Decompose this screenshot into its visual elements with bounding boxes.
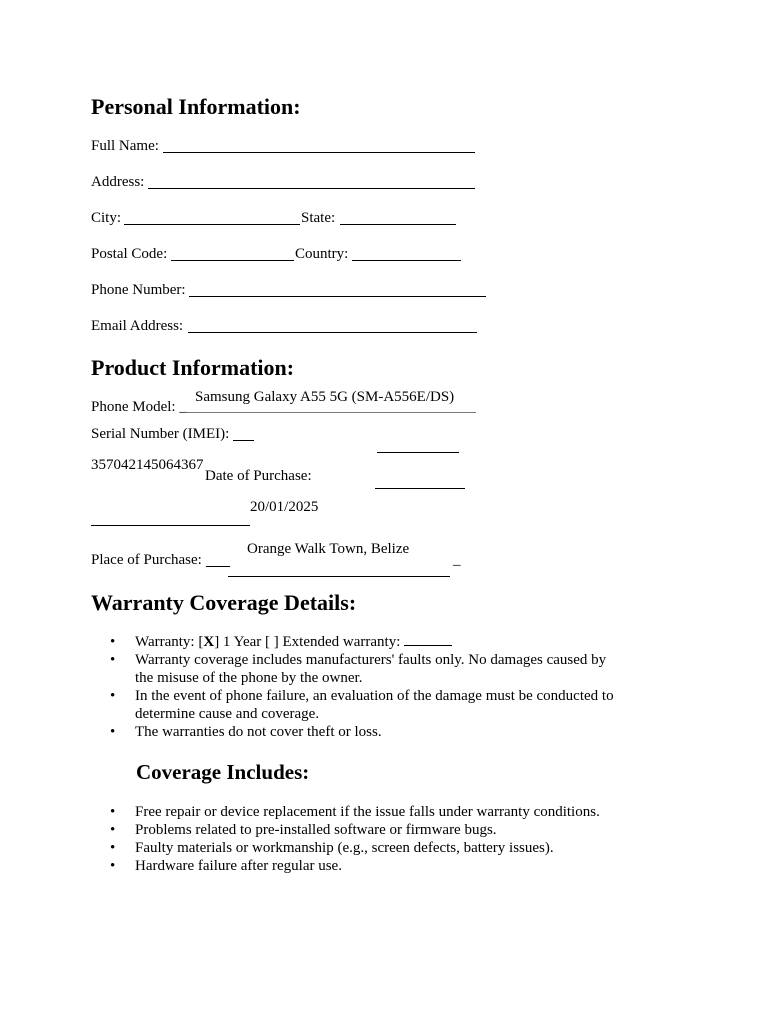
warranty-details-list <box>110 633 615 741</box>
country-field[interactable] <box>352 260 461 261</box>
warranty-faults-item: • Warranty coverage includes manufacturers' faults only. No damages caused by the misuse of the phone by the owner. <box>110 651 615 687</box>
phone-number-field[interactable] <box>189 296 486 297</box>
city-label: City: <box>91 210 122 226</box>
coverage-includes-list <box>110 803 615 875</box>
coverage-item: • Problems related to pre-installed software or firmware bugs. <box>110 821 615 839</box>
state-label: State: <box>301 210 336 226</box>
place-of-purchase-underline-short <box>206 566 230 567</box>
personal-information-heading: Personal Information: <box>91 94 301 119</box>
email-address-label: Email Address: <box>91 318 184 334</box>
serial-number-label: Serial Number (IMEI): <box>91 426 230 442</box>
address-field[interactable] <box>148 188 475 189</box>
extended-warranty-field[interactable] <box>404 645 452 646</box>
warranty-coverage-heading: Warranty Coverage Details: <box>91 590 357 615</box>
place-of-purchase-trailing: _ <box>453 552 461 568</box>
date-of-purchase-label: Date of Purchase: <box>205 468 312 484</box>
warranty-term-prefix: Warranty: [ <box>135 634 204 650</box>
date-of-purchase-field-line <box>91 525 250 526</box>
phone-number-label: Phone Number: <box>91 282 186 298</box>
city-field[interactable] <box>124 224 300 225</box>
serial-number-field-line <box>377 452 459 453</box>
date-of-purchase-value[interactable]: 20/01/2025 <box>250 499 319 515</box>
coverage-item: • Free repair or device replacement if the issue falls under warranty conditions. <box>110 803 615 821</box>
phone-model-underline <box>186 412 476 413</box>
postal-code-label: Postal Code: <box>91 246 168 262</box>
date-of-purchase-underline <box>375 488 465 489</box>
warranty-term-middle: ] 1 Year [ ] Extended warranty: <box>214 634 401 650</box>
serial-number-underline <box>233 440 254 441</box>
address-label: Address: <box>91 174 145 190</box>
warranty-term-item <box>110 633 615 651</box>
warranty-1-year-checkbox[interactable]: X <box>203 634 215 650</box>
coverage-item: • Hardware failure after regular use. <box>110 857 615 875</box>
place-of-purchase-label: Place of Purchase: <box>91 552 202 568</box>
phone-model-label: Phone Model: _ <box>91 399 187 415</box>
postal-code-field[interactable] <box>171 260 294 261</box>
full-name-label: Full Name: <box>91 138 159 154</box>
phone-model-value[interactable]: Samsung Galaxy A55 5G (SM-A556E/DS) <box>195 389 455 405</box>
warranty-exclusions-item: • The warranties do not cover theft or loss. <box>110 723 615 741</box>
state-field[interactable] <box>340 224 456 225</box>
coverage-item: • Faulty materials or workmanship (e.g., screen defects, battery issues). <box>110 839 615 857</box>
full-name-field[interactable] <box>163 152 475 153</box>
place-of-purchase-value[interactable]: Orange Walk Town, Belize <box>247 541 410 557</box>
coverage-includes-heading: Coverage Includes: <box>136 760 310 784</box>
serial-number-value[interactable]: 357042145064367 <box>91 457 204 473</box>
email-address-field[interactable] <box>188 332 477 333</box>
product-information-heading: Product Information: <box>91 355 295 380</box>
country-label: Country: <box>295 246 349 262</box>
warranty-evaluation-item: • In the event of phone failure, an evaluation of the damage must be conducted to determine cause and coverage. <box>110 687 615 723</box>
place-of-purchase-underline <box>228 576 450 577</box>
